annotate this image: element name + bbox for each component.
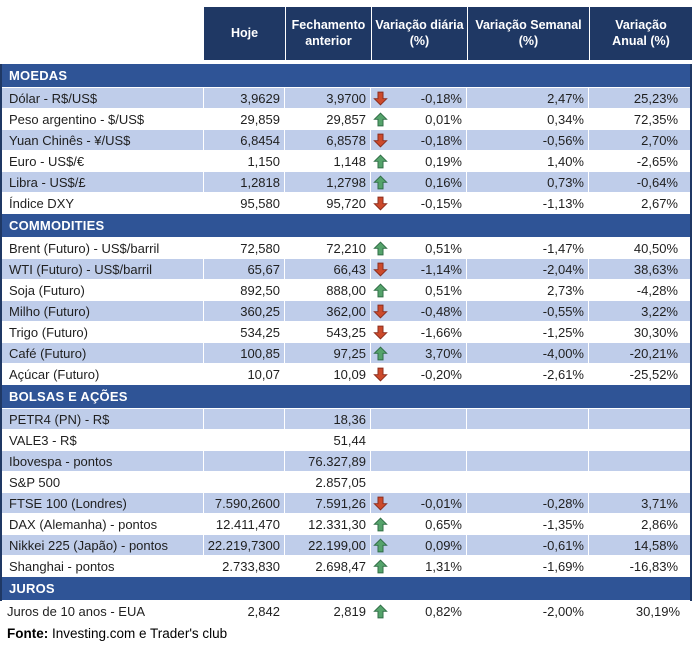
cell-variacao-diaria: [371, 88, 467, 109]
cell-variacao-diaria: [371, 430, 467, 451]
up-arrow-icon: [373, 559, 388, 574]
cell-variacao-semanal: -2,00%: [467, 601, 589, 622]
row-label: Soja (Futuro): [2, 280, 204, 301]
cell-variacao-anual: -25,52%: [589, 364, 690, 385]
table-row: [0, 601, 692, 622]
table-row: [2, 238, 690, 259]
table-tail: [0, 601, 692, 622]
cell-variacao-anual: 72,35%: [589, 109, 690, 130]
up-arrow-icon: [373, 604, 388, 619]
variacao-diaria-value: 0,16%: [425, 174, 462, 190]
cell-variacao-anual: [589, 409, 690, 430]
row-label: Brent (Futuro) - US$/barril: [2, 238, 204, 259]
source-text: Investing.com e Trader's club: [48, 626, 228, 641]
cell-fechamento-anterior: 51,44: [285, 430, 371, 451]
cell-hoje: 2.733,830: [204, 556, 285, 577]
cell-fechamento-anterior: 72,210: [285, 238, 371, 259]
cell-variacao-anual: [589, 430, 690, 451]
column-header-row: [0, 7, 692, 60]
cell-fechamento-anterior: 2,819: [285, 601, 371, 622]
cell-fechamento-anterior: 6,8578: [285, 130, 371, 151]
section-header-bolsas-e-acoes: BOLSAS E AÇÕES: [2, 385, 690, 409]
table-row: [2, 364, 690, 385]
variacao-diaria-value: 0,01%: [425, 111, 462, 127]
cell-variacao-diaria: [371, 130, 467, 151]
cell-variacao-semanal: -1,69%: [467, 556, 589, 577]
cell-hoje: 65,67: [204, 259, 285, 280]
cell-variacao-diaria: [371, 193, 467, 214]
row-label: DAX (Alemanha) - pontos: [2, 514, 204, 535]
variacao-diaria-value: 0,51%: [425, 240, 462, 256]
cell-variacao-diaria: [371, 259, 467, 280]
cell-hoje: 2,842: [204, 601, 285, 622]
cell-fechamento-anterior: 543,25: [285, 322, 371, 343]
cell-variacao-diaria: [371, 301, 467, 322]
section-header-commodities: COMMODITIES: [2, 214, 690, 238]
up-arrow-icon: [373, 346, 388, 361]
table-row: [2, 193, 690, 214]
variacao-diaria-value: -0,18%: [420, 90, 462, 106]
up-arrow-icon: [373, 241, 388, 256]
cell-hoje: 7.590,2600: [204, 493, 285, 514]
table-row: [2, 451, 690, 472]
cell-hoje: 10,07: [204, 364, 285, 385]
row-label: Libra - US$/£: [2, 172, 204, 193]
table-row: [2, 88, 690, 109]
table-body: [0, 64, 692, 601]
column-header-variacao-semanal: Variação Semanal (%): [467, 7, 589, 60]
cell-fechamento-anterior: 10,09: [285, 364, 371, 385]
cell-variacao-semanal: -2,61%: [467, 364, 589, 385]
row-label: Nikkei 225 (Japão) - pontos: [2, 535, 204, 556]
cell-variacao-semanal: -1,25%: [467, 322, 589, 343]
cell-variacao-diaria: [371, 343, 467, 364]
cell-hoje: 29,859: [204, 109, 285, 130]
row-label: Milho (Futuro): [2, 301, 204, 322]
variacao-diaria-value: 0,09%: [425, 537, 462, 553]
source-label: Fonte:: [7, 626, 49, 641]
table-row: [2, 322, 690, 343]
row-label: S&P 500: [2, 472, 204, 493]
cell-fechamento-anterior: 888,00: [285, 280, 371, 301]
up-arrow-icon: [373, 538, 388, 553]
source-note: [0, 622, 692, 641]
cell-variacao-semanal: -0,56%: [467, 130, 589, 151]
variacao-diaria-value: 1,31%: [425, 558, 462, 574]
table-row: [2, 535, 690, 556]
table-row: [2, 556, 690, 577]
section-header-juros: JUROS: [2, 577, 690, 601]
row-label: Café (Futuro): [2, 343, 204, 364]
cell-variacao-anual: 38,63%: [589, 259, 690, 280]
up-arrow-icon: [373, 517, 388, 532]
table-row: [2, 259, 690, 280]
cell-variacao-semanal: -1,13%: [467, 193, 589, 214]
cell-variacao-anual: 40,50%: [589, 238, 690, 259]
row-label: Juros de 10 anos - EUA: [0, 601, 204, 622]
cell-variacao-semanal: -1,35%: [467, 514, 589, 535]
cell-variacao-semanal: [467, 430, 589, 451]
cell-variacao-semanal: [467, 472, 589, 493]
cell-hoje: 95,580: [204, 193, 285, 214]
cell-hoje: 22.219,7300: [204, 535, 285, 556]
cell-variacao-semanal: -0,55%: [467, 301, 589, 322]
cell-fechamento-anterior: 1,2798: [285, 172, 371, 193]
row-label: Trigo (Futuro): [2, 322, 204, 343]
cell-hoje: 100,85: [204, 343, 285, 364]
table-row: [2, 130, 690, 151]
row-label: Peso argentino - $/US$: [2, 109, 204, 130]
down-arrow-icon: [373, 325, 388, 340]
cell-variacao-diaria: [371, 601, 467, 622]
cell-fechamento-anterior: 76.327,89: [285, 451, 371, 472]
cell-hoje: [204, 430, 285, 451]
row-label: Dólar - R$/US$: [2, 88, 204, 109]
cell-fechamento-anterior: 362,00: [285, 301, 371, 322]
cell-variacao-diaria: [371, 514, 467, 535]
cell-hoje: [204, 451, 285, 472]
down-arrow-icon: [373, 133, 388, 148]
cell-variacao-semanal: [467, 451, 589, 472]
down-arrow-icon: [373, 196, 388, 211]
cell-hoje: 72,580: [204, 238, 285, 259]
cell-variacao-anual: 2,67%: [589, 193, 690, 214]
row-label: Shanghai - pontos: [2, 556, 204, 577]
cell-hoje: 534,25: [204, 322, 285, 343]
row-label: Açúcar (Futuro): [2, 364, 204, 385]
cell-fechamento-anterior: 7.591,26: [285, 493, 371, 514]
table-row: [2, 514, 690, 535]
cell-variacao-anual: [589, 472, 690, 493]
cell-variacao-anual: -0,64%: [589, 172, 690, 193]
cell-variacao-diaria: [371, 280, 467, 301]
variacao-diaria-value: -0,48%: [420, 303, 462, 319]
cell-variacao-anual: -20,21%: [589, 343, 690, 364]
cell-variacao-semanal: 0,73%: [467, 172, 589, 193]
cell-fechamento-anterior: 2.857,05: [285, 472, 371, 493]
up-arrow-icon: [373, 283, 388, 298]
cell-variacao-anual: [589, 451, 690, 472]
cell-variacao-diaria: [371, 451, 467, 472]
down-arrow-icon: [373, 304, 388, 319]
table-row: [2, 151, 690, 172]
cell-fechamento-anterior: 18,36: [285, 409, 371, 430]
variacao-diaria-value: -0,15%: [420, 195, 462, 211]
variacao-diaria-value: -0,18%: [420, 132, 462, 148]
down-arrow-icon: [373, 262, 388, 277]
cell-hoje: 1,150: [204, 151, 285, 172]
cell-variacao-anual: -16,83%: [589, 556, 690, 577]
cell-variacao-diaria: [371, 493, 467, 514]
cell-variacao-diaria: [371, 409, 467, 430]
cell-hoje: 892,50: [204, 280, 285, 301]
column-header-spacer: [0, 7, 204, 60]
cell-variacao-anual: 30,30%: [589, 322, 690, 343]
table-row: [2, 280, 690, 301]
cell-variacao-diaria: [371, 109, 467, 130]
up-arrow-icon: [373, 175, 388, 190]
variacao-diaria-value: 0,65%: [425, 516, 462, 532]
cell-variacao-anual: -2,65%: [589, 151, 690, 172]
cell-variacao-anual: 2,86%: [589, 514, 690, 535]
down-arrow-icon: [373, 367, 388, 382]
table-row: [2, 301, 690, 322]
row-label: Ibovespa - pontos: [2, 451, 204, 472]
column-header-variacao-diaria: Variação diária (%): [371, 7, 467, 60]
row-label: FTSE 100 (Londres): [2, 493, 204, 514]
cell-fechamento-anterior: 3,9700: [285, 88, 371, 109]
cell-variacao-semanal: -4,00%: [467, 343, 589, 364]
table-row: [2, 493, 690, 514]
variacao-diaria-value: -1,66%: [420, 324, 462, 340]
cell-variacao-diaria: [371, 556, 467, 577]
down-arrow-icon: [373, 91, 388, 106]
table-row: [2, 343, 690, 364]
row-label: Euro - US$/€: [2, 151, 204, 172]
cell-variacao-anual: 30,19%: [589, 601, 692, 622]
cell-variacao-semanal: -0,61%: [467, 535, 589, 556]
cell-variacao-diaria: [371, 238, 467, 259]
cell-fechamento-anterior: 22.199,00: [285, 535, 371, 556]
cell-variacao-diaria: [371, 364, 467, 385]
cell-fechamento-anterior: 2.698,47: [285, 556, 371, 577]
row-label: PETR4 (PN) - R$: [2, 409, 204, 430]
cell-fechamento-anterior: 29,857: [285, 109, 371, 130]
cell-fechamento-anterior: 12.331,30: [285, 514, 371, 535]
table-row: [2, 430, 690, 451]
cell-hoje: [204, 472, 285, 493]
cell-hoje: 360,25: [204, 301, 285, 322]
cell-variacao-diaria: [371, 172, 467, 193]
variacao-diaria-value: -0,01%: [420, 495, 462, 511]
cell-hoje: 3,9629: [204, 88, 285, 109]
variacao-diaria-value: 0,19%: [425, 153, 462, 169]
variacao-diaria-value: 0,82%: [425, 603, 462, 619]
column-header-hoje: Hoje: [204, 7, 285, 60]
row-label: Índice DXY: [2, 193, 204, 214]
cell-fechamento-anterior: 1,148: [285, 151, 371, 172]
variacao-diaria-value: 3,70%: [425, 345, 462, 361]
cell-hoje: [204, 409, 285, 430]
cell-variacao-anual: 3,22%: [589, 301, 690, 322]
row-label: Yuan Chinês - ¥/US$: [2, 130, 204, 151]
cell-variacao-diaria: [371, 472, 467, 493]
table-row: [2, 472, 690, 493]
cell-variacao-diaria: [371, 151, 467, 172]
cell-fechamento-anterior: 95,720: [285, 193, 371, 214]
cell-variacao-anual: -4,28%: [589, 280, 690, 301]
table-row: [2, 109, 690, 130]
up-arrow-icon: [373, 154, 388, 169]
variacao-diaria-value: 0,51%: [425, 282, 462, 298]
cell-variacao-semanal: -0,28%: [467, 493, 589, 514]
cell-variacao-semanal: [467, 409, 589, 430]
variacao-diaria-value: -0,20%: [420, 366, 462, 382]
cell-variacao-semanal: 0,34%: [467, 109, 589, 130]
cell-variacao-semanal: 2,47%: [467, 88, 589, 109]
cell-variacao-semanal: -1,47%: [467, 238, 589, 259]
cell-fechamento-anterior: 97,25: [285, 343, 371, 364]
cell-variacao-diaria: [371, 322, 467, 343]
cell-hoje: 12.411,470: [204, 514, 285, 535]
up-arrow-icon: [373, 112, 388, 127]
cell-variacao-anual: 14,58%: [589, 535, 690, 556]
down-arrow-icon: [373, 496, 388, 511]
cell-hoje: 6,8454: [204, 130, 285, 151]
column-header-fechamento-anterior: Fechamento anterior: [285, 7, 371, 60]
cell-variacao-anual: 2,70%: [589, 130, 690, 151]
table-row: [2, 409, 690, 430]
cell-variacao-semanal: 1,40%: [467, 151, 589, 172]
cell-variacao-diaria: [371, 535, 467, 556]
cell-variacao-semanal: 2,73%: [467, 280, 589, 301]
cell-variacao-anual: 3,71%: [589, 493, 690, 514]
table-row: [2, 172, 690, 193]
column-header-variacao-anual: Variação Anual (%): [589, 7, 692, 60]
cell-hoje: 1,2818: [204, 172, 285, 193]
variacao-diaria-value: -1,14%: [420, 261, 462, 277]
section-header-moedas: MOEDAS: [2, 64, 690, 88]
cell-variacao-anual: 25,23%: [589, 88, 690, 109]
row-label: VALE3 - R$: [2, 430, 204, 451]
cell-variacao-semanal: -2,04%: [467, 259, 589, 280]
cell-fechamento-anterior: 66,43: [285, 259, 371, 280]
row-label: WTI (Futuro) - US$/barril: [2, 259, 204, 280]
